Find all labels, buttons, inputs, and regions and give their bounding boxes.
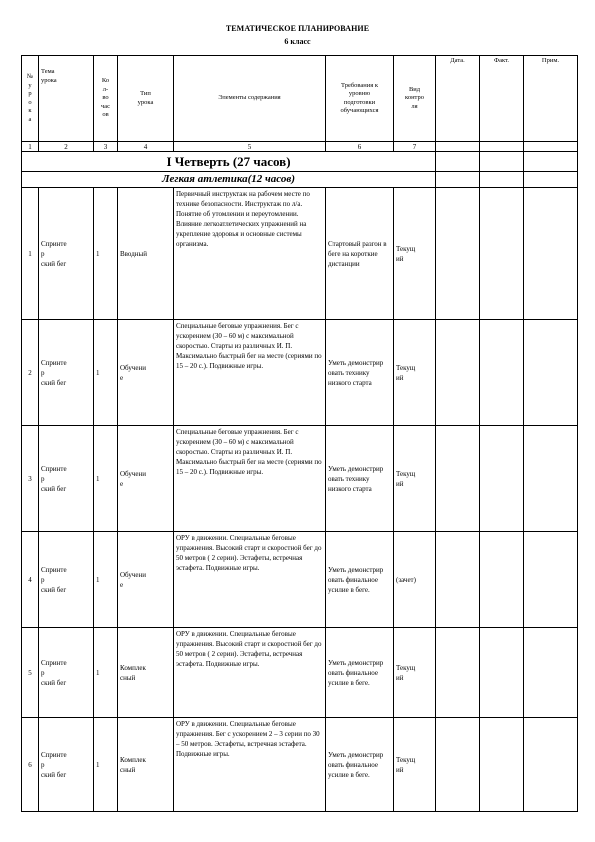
lesson-hours: 1	[94, 628, 118, 718]
column-number: 7	[394, 142, 436, 152]
header-type: Тип урока	[118, 56, 174, 142]
column-number-row	[22, 142, 578, 152]
lesson-content: ОРУ в движении. Специальные беговые упражнения. Высокий старт и скоростной бег до 50 метров ( 2 серии). Эстафеты, встречная эстафета. Подвижные игры.	[174, 532, 326, 628]
lesson-control: Текущ ий	[394, 718, 436, 812]
column-number: 4	[118, 142, 174, 152]
empty-cell	[524, 172, 578, 188]
column-number: 6	[326, 142, 394, 152]
lesson-control: Текущ ий	[394, 426, 436, 532]
lesson-number: 1	[22, 188, 39, 320]
quarter-heading: I Четверть (27 часов)	[22, 152, 436, 172]
lesson-content: ОРУ в движении. Специальные беговые упражнения. Бег с ускорением 2 – 3 серии по 30 – 50 метров. Эстафеты, встречная эстафета. Подвижные игры.	[174, 718, 326, 812]
header-row	[22, 56, 578, 142]
lesson-row	[22, 188, 578, 320]
lesson-hours: 1	[94, 426, 118, 532]
lesson-requirements: Уметь демонстрир овать финальное усилие в беге.	[326, 628, 394, 718]
lesson-content: Специальные беговые упражнения. Бег с ускорением (30 – 60 м) с максимальной скоростью. Старты из различных И. П. Максимально быстрый бег на месте (сериями по 15 – 20 с.). Подвижные игры.	[174, 320, 326, 426]
column-number: 1	[22, 142, 39, 152]
lesson-row	[22, 426, 578, 532]
lesson-hours: 1	[94, 718, 118, 812]
date-cell	[436, 426, 480, 532]
notes-cell	[524, 188, 578, 320]
column-number	[480, 142, 524, 152]
lesson-requirements: Уметь демонстрир овать технику низкого старта	[326, 426, 394, 532]
lesson-hours: 1	[94, 320, 118, 426]
lesson-control: (зачет)	[394, 532, 436, 628]
document-subtitle: 6 класс	[284, 37, 311, 46]
lesson-topic: Спринте р ский бег	[39, 188, 94, 320]
header-num: № у р о к а	[22, 56, 39, 142]
fact-cell	[480, 532, 524, 628]
lesson-control: Текущ ий	[394, 320, 436, 426]
section-row	[22, 172, 578, 188]
header-topic: Тема урока	[39, 56, 94, 142]
fact-cell	[480, 188, 524, 320]
column-number: 5	[174, 142, 326, 152]
lesson-topic: Спринте р ский бег	[39, 320, 94, 426]
column-number	[436, 142, 480, 152]
lesson-content: ОРУ в движении. Специальные беговые упражнения. Высокий старт и скоростной бег до 50 метров ( 2 серии). Эстафеты, встречная эстафета. Подвижные игры.	[174, 628, 326, 718]
header-notes: Прим.	[524, 56, 578, 142]
header-hours: Ко л- во час ов	[94, 56, 118, 142]
lesson-type: Обучени е	[118, 320, 174, 426]
notes-cell	[524, 718, 578, 812]
quarter-row	[22, 152, 578, 172]
date-cell	[436, 320, 480, 426]
notes-cell	[524, 532, 578, 628]
date-cell	[436, 188, 480, 320]
section-heading: Легкая атлетика(12 часов)	[22, 172, 436, 188]
lesson-type: Обучени е	[118, 426, 174, 532]
lesson-topic: Спринте р ский бег	[39, 628, 94, 718]
column-number: 2	[39, 142, 94, 152]
lesson-row	[22, 718, 578, 812]
lesson-topic: Спринте р ский бег	[39, 718, 94, 812]
empty-cell	[524, 152, 578, 172]
lesson-control: Текущ ий	[394, 628, 436, 718]
lesson-hours: 1	[94, 188, 118, 320]
empty-cell	[480, 172, 524, 188]
lesson-number: 5	[22, 628, 39, 718]
fact-cell	[480, 628, 524, 718]
lesson-row	[22, 320, 578, 426]
fact-cell	[480, 320, 524, 426]
column-number	[524, 142, 578, 152]
plan-table	[21, 55, 578, 812]
notes-cell	[524, 426, 578, 532]
notes-cell	[524, 320, 578, 426]
lesson-number: 2	[22, 320, 39, 426]
lesson-type: Вводный	[118, 188, 174, 320]
fact-cell	[480, 718, 524, 812]
lesson-number: 4	[22, 532, 39, 628]
date-cell	[436, 718, 480, 812]
notes-cell	[524, 628, 578, 718]
lesson-number: 6	[22, 718, 39, 812]
empty-cell	[480, 152, 524, 172]
lesson-content: Первичный инструктаж на рабочем месте по технике безопасности. Инструктаж по л/а. Понятие об утомлении и переутомлении. Влияние легкоатлетических упражнений на укрепление здоровья и основные системы организма.	[174, 188, 326, 320]
lesson-number: 3	[22, 426, 39, 532]
column-number: 3	[94, 142, 118, 152]
lesson-hours: 1	[94, 532, 118, 628]
lesson-topic: Спринте р ский бег	[39, 426, 94, 532]
lesson-requirements: Уметь демонстрир овать финальное усилие в беге.	[326, 718, 394, 812]
lesson-row	[22, 628, 578, 718]
lesson-control: Текущ ий	[394, 188, 436, 320]
lesson-requirements: Уметь демонстрир овать финальное усилие в беге.	[326, 532, 394, 628]
empty-cell	[436, 152, 480, 172]
lesson-requirements: Стартовый разгон в беге на короткие дистанции	[326, 188, 394, 320]
document-title: ТЕМАТИЧЕСКОЕ ПЛАНИРОВАНИЕ	[225, 24, 370, 33]
empty-cell	[436, 172, 480, 188]
lesson-requirements: Уметь демонстрир овать технику низкого старта	[326, 320, 394, 426]
lesson-type: Комплек сный	[118, 628, 174, 718]
lesson-row	[22, 532, 578, 628]
header-content: Элементы содержания	[174, 56, 326, 142]
header-requirements: Требования к уровню подготовки обучающихся	[326, 56, 394, 142]
header-fact: Факт.	[480, 56, 524, 142]
lesson-type: Комплек сный	[118, 718, 174, 812]
date-cell	[436, 532, 480, 628]
lesson-content: Специальные беговые упражнения. Бег с ускорением (30 – 60 м) с максимальной скоростью. Старты из различных И. П. Максимально быстрый бег на месте (сериями по 15 – 20 с.). Подвижные игры.	[174, 426, 326, 532]
header-date: Дата.	[436, 56, 480, 142]
header-control: Вид контро ля	[394, 56, 436, 142]
lesson-topic: Спринте р ский бег	[39, 532, 94, 628]
fact-cell	[480, 426, 524, 532]
lesson-type: Обучени е	[118, 532, 174, 628]
date-cell	[436, 628, 480, 718]
